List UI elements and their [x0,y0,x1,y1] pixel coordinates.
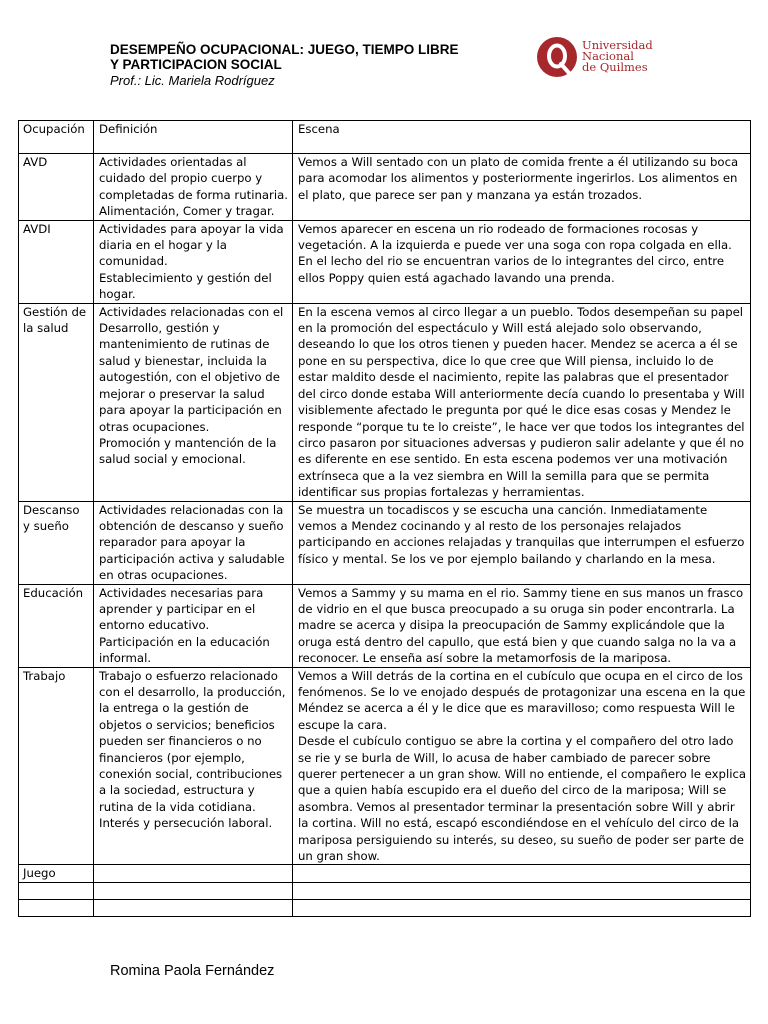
occupations-table [18,120,751,917]
document-header [110,42,459,88]
cell-escena [293,865,751,882]
table-row [19,882,751,899]
cell-ocupacion: AVD [19,154,94,221]
cell-ocupacion: Juego [19,865,94,882]
cell-definicion: Trabajo o esfuerzo relacionado con el desarrollo, la producción, la entrega o la gestión de objetos o servicios; beneficios pueden ser financieros o no financieros (por ejemplo, conexión social, contribuciones a la sociedad, estructura y rutina de la vida cotidiana. Interés y persecución laboral. [94,667,293,865]
cell-definicion: Actividades relacionadas con la obtención de descanso y sueño reparador para apoyar la participación activa y saludable en otras ocupaciones. [94,501,293,584]
cell-definicion: Actividades orientadas al cuidado del propio cuerpo y completadas de forma rutinaria. Alimentación, Comer y tragar. [94,154,293,221]
cell-ocupacion: Educación [19,584,94,667]
cell-escena [293,882,751,899]
cell-escena: En la escena vemos al circo llegar a un pueblo. Todos desempeñan su papel en la promoción del espectáculo y Will está alejado solo observando, deseando lo que los otros tienen y pueden hacer. Mendez se acerca a él se pone en su perspectiva, dice lo que cree que Will piensa, incluido lo de estar maldito desde el nacimiento, repite las palabras que el presentador del circo donde estaba Will anteriormente decía cuando lo presentaba y Will visiblemente afectado le pregunta por qué le dice esas cosas y Mendez le responde “porque tu te lo creiste”, le hace ver que todos los integrantes del circo pasaron por situaciones adversas y pudieron salir adelante y que él no es diferente en ese sentido. En esta escena podemos ver una motivación extrínseca que a la vez siembra en Will la semilla para que se permita identificar sus propias fortalezas y herramientas. [293,303,751,501]
table-row [19,899,751,916]
table-row [19,667,751,865]
cell-escena: Vemos a Will detrás de la cortina en el cubículo que ocupa en el circo de los fenómenos. Se lo ve enojado después de protagonizar una escena en la que Méndez se acerca a él y le dice que es maravilloso; como respuesta Will le escupe la cara. Desde el cubículo contiguo se abre la cortina y el compañero del otro lado se rie y se burla de Will, lo acusa de haber cambiado de parecer sobre querer pertenecer a un gran show. Will no entiende, el compañero le explica que a quien había escupido era el dueño del circo de la mariposa; Will se asombra. Vemos al presentador terminar la presentación sobre Will y abrir la cortina. Will no está, escapó escondiéndose en el vehículo del circo de la mariposa persiguiendo su interés, su deseo, su sueño de poder ser parte de un gran show. [293,667,751,865]
cell-ocupacion: AVDI [19,220,94,303]
university-name: Universidad Nacional de Quilmes [582,38,653,74]
header-escena: Escena [293,121,751,154]
header-ocupacion: Ocupación [19,121,94,154]
cell-escena [293,899,751,916]
cell-definicion [94,865,293,882]
cell-definicion: Actividades necesarias para aprender y participar en el entorno educativo. Participación en la educación informal. [94,584,293,667]
author-name: Romina Paola Fernández [110,963,275,979]
cell-ocupacion [19,882,94,899]
document-title: DESEMPEÑO OCUPACIONAL: JUEGO, TIEMPO LIBRE Y PARTICIPACION SOCIAL [110,42,459,72]
cell-ocupacion: Trabajo [19,667,94,865]
header-definicion: Definición [94,121,293,154]
table-row [19,584,751,667]
table-row [19,865,751,882]
cell-definicion [94,899,293,916]
cell-ocupacion: Descanso y sueño [19,501,94,584]
table-header-row [19,121,751,154]
cell-ocupacion: Gestión de la salud [19,303,94,501]
university-seal-icon [536,36,580,80]
professor-line: Prof.: Lic. Mariela Rodríguez [110,73,275,88]
cell-definicion: Actividades relacionadas con el Desarrollo, gestión y mantenimiento de rutinas de salud y bienestar, incluida la autogestión, con el objetivo de mejorar o preservar la salud para apoyar la participación en otras ocupaciones. Promoción y mantención de la salud social y emocional. [94,303,293,501]
table-row [19,501,751,584]
cell-escena: Vemos a Sammy y su mama en el rio. Sammy tiene en sus manos un frasco de vidrio en el que busca preocupado a su oruga sin poder encontrarla. La madre se acerca y disipa la preocupación de Sammy explicándole que la oruga está dentro del capullo, que está bien y que cuando salga no la va a reconocer. Le enseña así sobre la metamorfosis de la mariposa. [293,584,751,667]
cell-ocupacion [19,899,94,916]
table-row [19,220,751,303]
cell-definicion [94,882,293,899]
cell-escena: Vemos aparecer en escena un rio rodeado de formaciones rocosas y vegetación. A la izquierda e puede ver una soga con ropa colgada en ella. En el lecho del rio se encuentran varios de lo integrantes del circo, entre ellos Poppy quien está agachado lavando una prenda. [293,220,751,303]
table-row [19,154,751,221]
cell-escena: Se muestra un tocadiscos y se escucha una canción. Inmediatamente vemos a Mendez cocinando y al resto de los personajes relajados participando en acciones relajadas y tranquilas que interrumpen el esfuerzo físico y mental. Se los ve por ejemplo bailando y charlando en la mesa. [293,501,751,584]
university-logo [536,36,660,80]
table-row [19,303,751,501]
cell-definicion: Actividades para apoyar la vida diaria en el hogar y la comunidad. Establecimiento y gestión del hogar. [94,220,293,303]
cell-escena: Vemos a Will sentado con un plato de comida frente a él utilizando su boca para acomodar los alimentos y posteriormente ingerirlos. Los alimentos en el plato, que parece ser pan y manzana ya están trozados. [293,154,751,221]
